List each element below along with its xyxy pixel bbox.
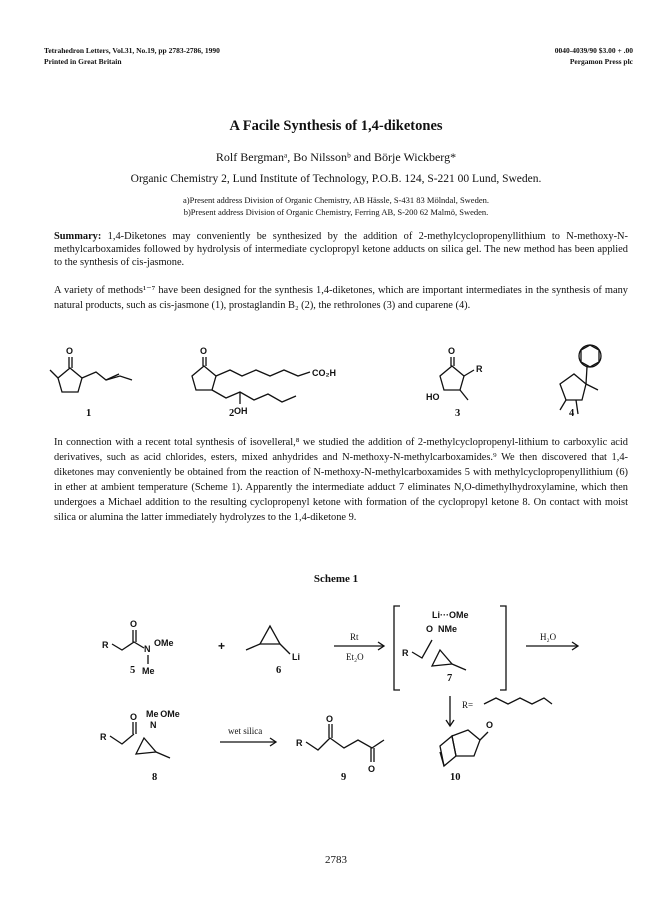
compound-6 — [246, 626, 300, 662]
s8-nitrogen: N — [150, 720, 157, 730]
s5-r: R — [102, 640, 109, 650]
condition-h2o: H₂O — [540, 632, 557, 642]
compound-8 — [100, 709, 180, 758]
plus-sign: + — [218, 639, 226, 653]
compound-label-10: 10 — [450, 772, 461, 783]
structure-label-3: 3 — [455, 408, 461, 419]
s8-me-ome: Me OMe — [146, 709, 180, 719]
compound-10 — [440, 720, 493, 766]
scheme-1-diagram — [40, 600, 640, 800]
s5-methoxy: OMe — [154, 638, 174, 648]
structure-label-4: 4 — [569, 408, 575, 419]
journal-citation: Tetrahedron Letters, Vol.31, No.19, pp 2783-2786, 1990 — [44, 46, 220, 55]
s5-nitrogen: N — [144, 644, 151, 654]
s7-nme: NMe — [438, 624, 458, 634]
summary — [54, 230, 628, 269]
s5-methyl: Me — [142, 666, 155, 676]
affiliation: Organic Chemistry 2, Lund Institute of Technology, P.O.B. 124, S-221 00 Lund, Sweden. — [130, 173, 542, 185]
natural-products-structures — [40, 340, 640, 430]
s7-r: R — [402, 648, 409, 658]
s2-co2h: CO₂H — [312, 368, 336, 378]
compound-label-7: 7 — [447, 673, 453, 684]
s5-oxygen: O — [130, 619, 138, 629]
condition-rt: Rt — [350, 632, 359, 642]
main-paragraph: In connection with a recent total synthesis of isovelleral,⁸ we studied the addition of 2-methylcyclopropenyl-lithium to carboxylic acid derivatives, such as acid chlorides, esters, mixed anhydrides and N-methoxy-N-methylcarboxamides.⁹ We then discovered that 1,4-diketones may conveniently be obtained from the reaction of N-methoxy-N-methylcarboxamides 5 with methylcyclopropenyllithium (6) in ether at ambient temperature (Scheme 1). Apparently the intermediate adduct 7 eliminates N,O-dimethylhydroxylamine, which then undergoes a Michael addition to the resulting cyclopropenyl ketone with formation of the cyclopropyl ketone 8. On contact with moist silica or alumina the latter immediately hydrolyzes to the 1,4-diketone 9. — [54, 437, 628, 523]
compound-5 — [102, 619, 174, 676]
condition-et2o: Et₂O — [346, 652, 364, 662]
compound-label-8: 8 — [152, 772, 158, 783]
structure-label-1: 1 — [86, 408, 92, 419]
printed-location: Printed in Great Britain — [44, 57, 122, 66]
compound-label-9: 9 — [341, 772, 347, 783]
intro-paragraph: A variety of methods¹⁻⁷ have been designed for the synthesis 1,4-diketones, which are important intermediates in the synthesis of many natural products, such as cis-jasmone (1), prostaglandin B₂ (2), the rethrolones (3) and cuparene (4). — [54, 285, 628, 311]
address-a: a)Present address Division of Organic Chemistry, AB Hässle, S-431 83 Mölndal, Sweden. — [183, 195, 489, 205]
s9-oxygen-b: O — [368, 764, 376, 774]
structure-3-rethrolone — [426, 346, 483, 402]
compound-label-6: 6 — [276, 665, 282, 676]
summary-text: 1,4-Diketones may conveniently be synthesized by the addition of 2-methylcyclopropenyllithium to N-methoxy-N-methylcarboxamides followed by hydrolysis of intermediate cyclopropyl ketone adducts on silica gel. The new method has been applied to the synthesis of cis-jasmone. — [54, 231, 628, 268]
compound-9 — [296, 714, 384, 774]
s7-li-ome: Li···OMe — [432, 610, 469, 620]
s6-lithium: Li — [292, 652, 300, 662]
authors: Rolf Bergmanᵃ, Bo Nilssonᵇ and Börje Wickberg* — [215, 150, 457, 164]
compound-label-5: 5 — [130, 665, 136, 676]
s3-hydroxyl: HO — [426, 392, 440, 402]
s1-oxygen: O — [66, 346, 74, 356]
s8-oxygen: O — [130, 712, 138, 722]
article-title: A Facile Synthesis of 1,4-diketones — [229, 118, 443, 134]
s10-oxygen: O — [486, 720, 494, 730]
scheme-caption: Scheme 1 — [313, 573, 359, 585]
s3-oxygen: O — [448, 346, 456, 356]
s8-r: R — [100, 732, 107, 742]
page-number: 2783 — [325, 854, 347, 866]
r-definition: R= — [462, 700, 474, 710]
s7-oxygen: O — [426, 624, 434, 634]
s2-hydroxyl: OH — [234, 406, 248, 416]
s2-oxygen: O — [200, 346, 208, 356]
publisher: Pergamon Press plc — [569, 57, 633, 66]
condition-wet-silica: wet silica — [228, 726, 263, 736]
structure-label-2: 2 — [229, 408, 235, 419]
address-b: b)Present address Division of Organic Chemistry, Ferring AB, S-200 62 Malmö, Sweden. — [183, 207, 489, 217]
price-code: 0040-4039/90 $3.00 + .00 — [554, 46, 633, 55]
s3-r-group: R — [476, 364, 483, 374]
compound-7 — [402, 610, 469, 670]
s9-oxygen-a: O — [326, 714, 334, 724]
structure-2-prostaglandin — [192, 346, 336, 416]
summary-label: Summary: — [54, 231, 102, 242]
structure-4-cuparene — [560, 345, 601, 414]
structure-1-cis-jasmone — [50, 346, 132, 392]
s9-r: R — [296, 738, 303, 748]
